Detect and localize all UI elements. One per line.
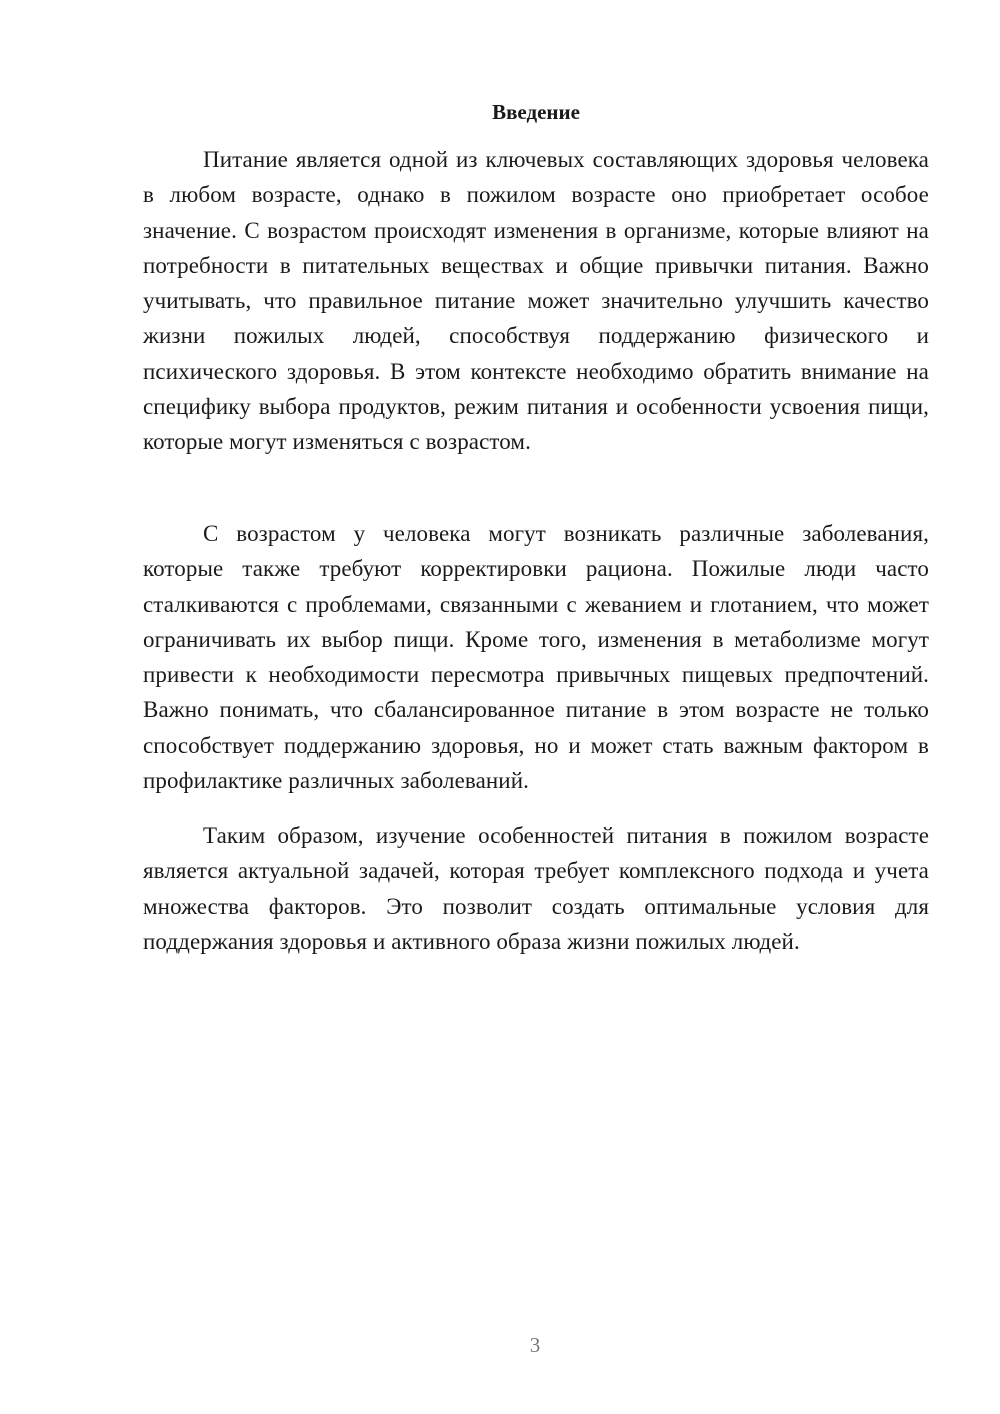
paragraph-1: Питание является одной из ключевых составляющих здоровья человека в любом возрасте, однако в пожилом возрасте оно приобретает особое значение. С возрастом происходят изменения в организме, которые влияют на потребности в питательных веществах и общие привычки питания. Важно учитывать, что правильное питание может значительно улучшить качество жизни пожилых людей, способствуя поддержанию физического и психического здоровья. В этом контексте необходимо обратить внимание на специфику выбора продуктов, режим питания и особенности усвоения пищи, которые могут изменяться с возрастом.	[143, 147, 929, 455]
paragraph-3: Таким образом, изучение особенностей питания в пожилом возрасте является актуальной задачей, которая требует комплексного подхода и учета множества факторов. Это позволит создать оптимальные условия для поддержания здоровья и активного образа жизни пожилых людей.	[143, 823, 929, 954]
page-number: 3	[529, 1333, 541, 1357]
paragraph-2: С возрастом у человека могут возникать различные заболевания, которые также требуют корректировки рациона. Пожилые люди часто сталкиваются с проблемами, связанными с жеванием и глотанием, что может ограничивать их выбор пищи. Кроме того, изменения в метаболизме могут привести к необходимости пересмотра привычных пищевых предпочтений. Важно понимать, что сбалансированное питание в этом возрасте не только способствует поддержанию здоровья, но и может стать важным фактором в профилактике различных заболеваний.	[143, 521, 929, 794]
section-heading: Введение	[492, 100, 580, 124]
